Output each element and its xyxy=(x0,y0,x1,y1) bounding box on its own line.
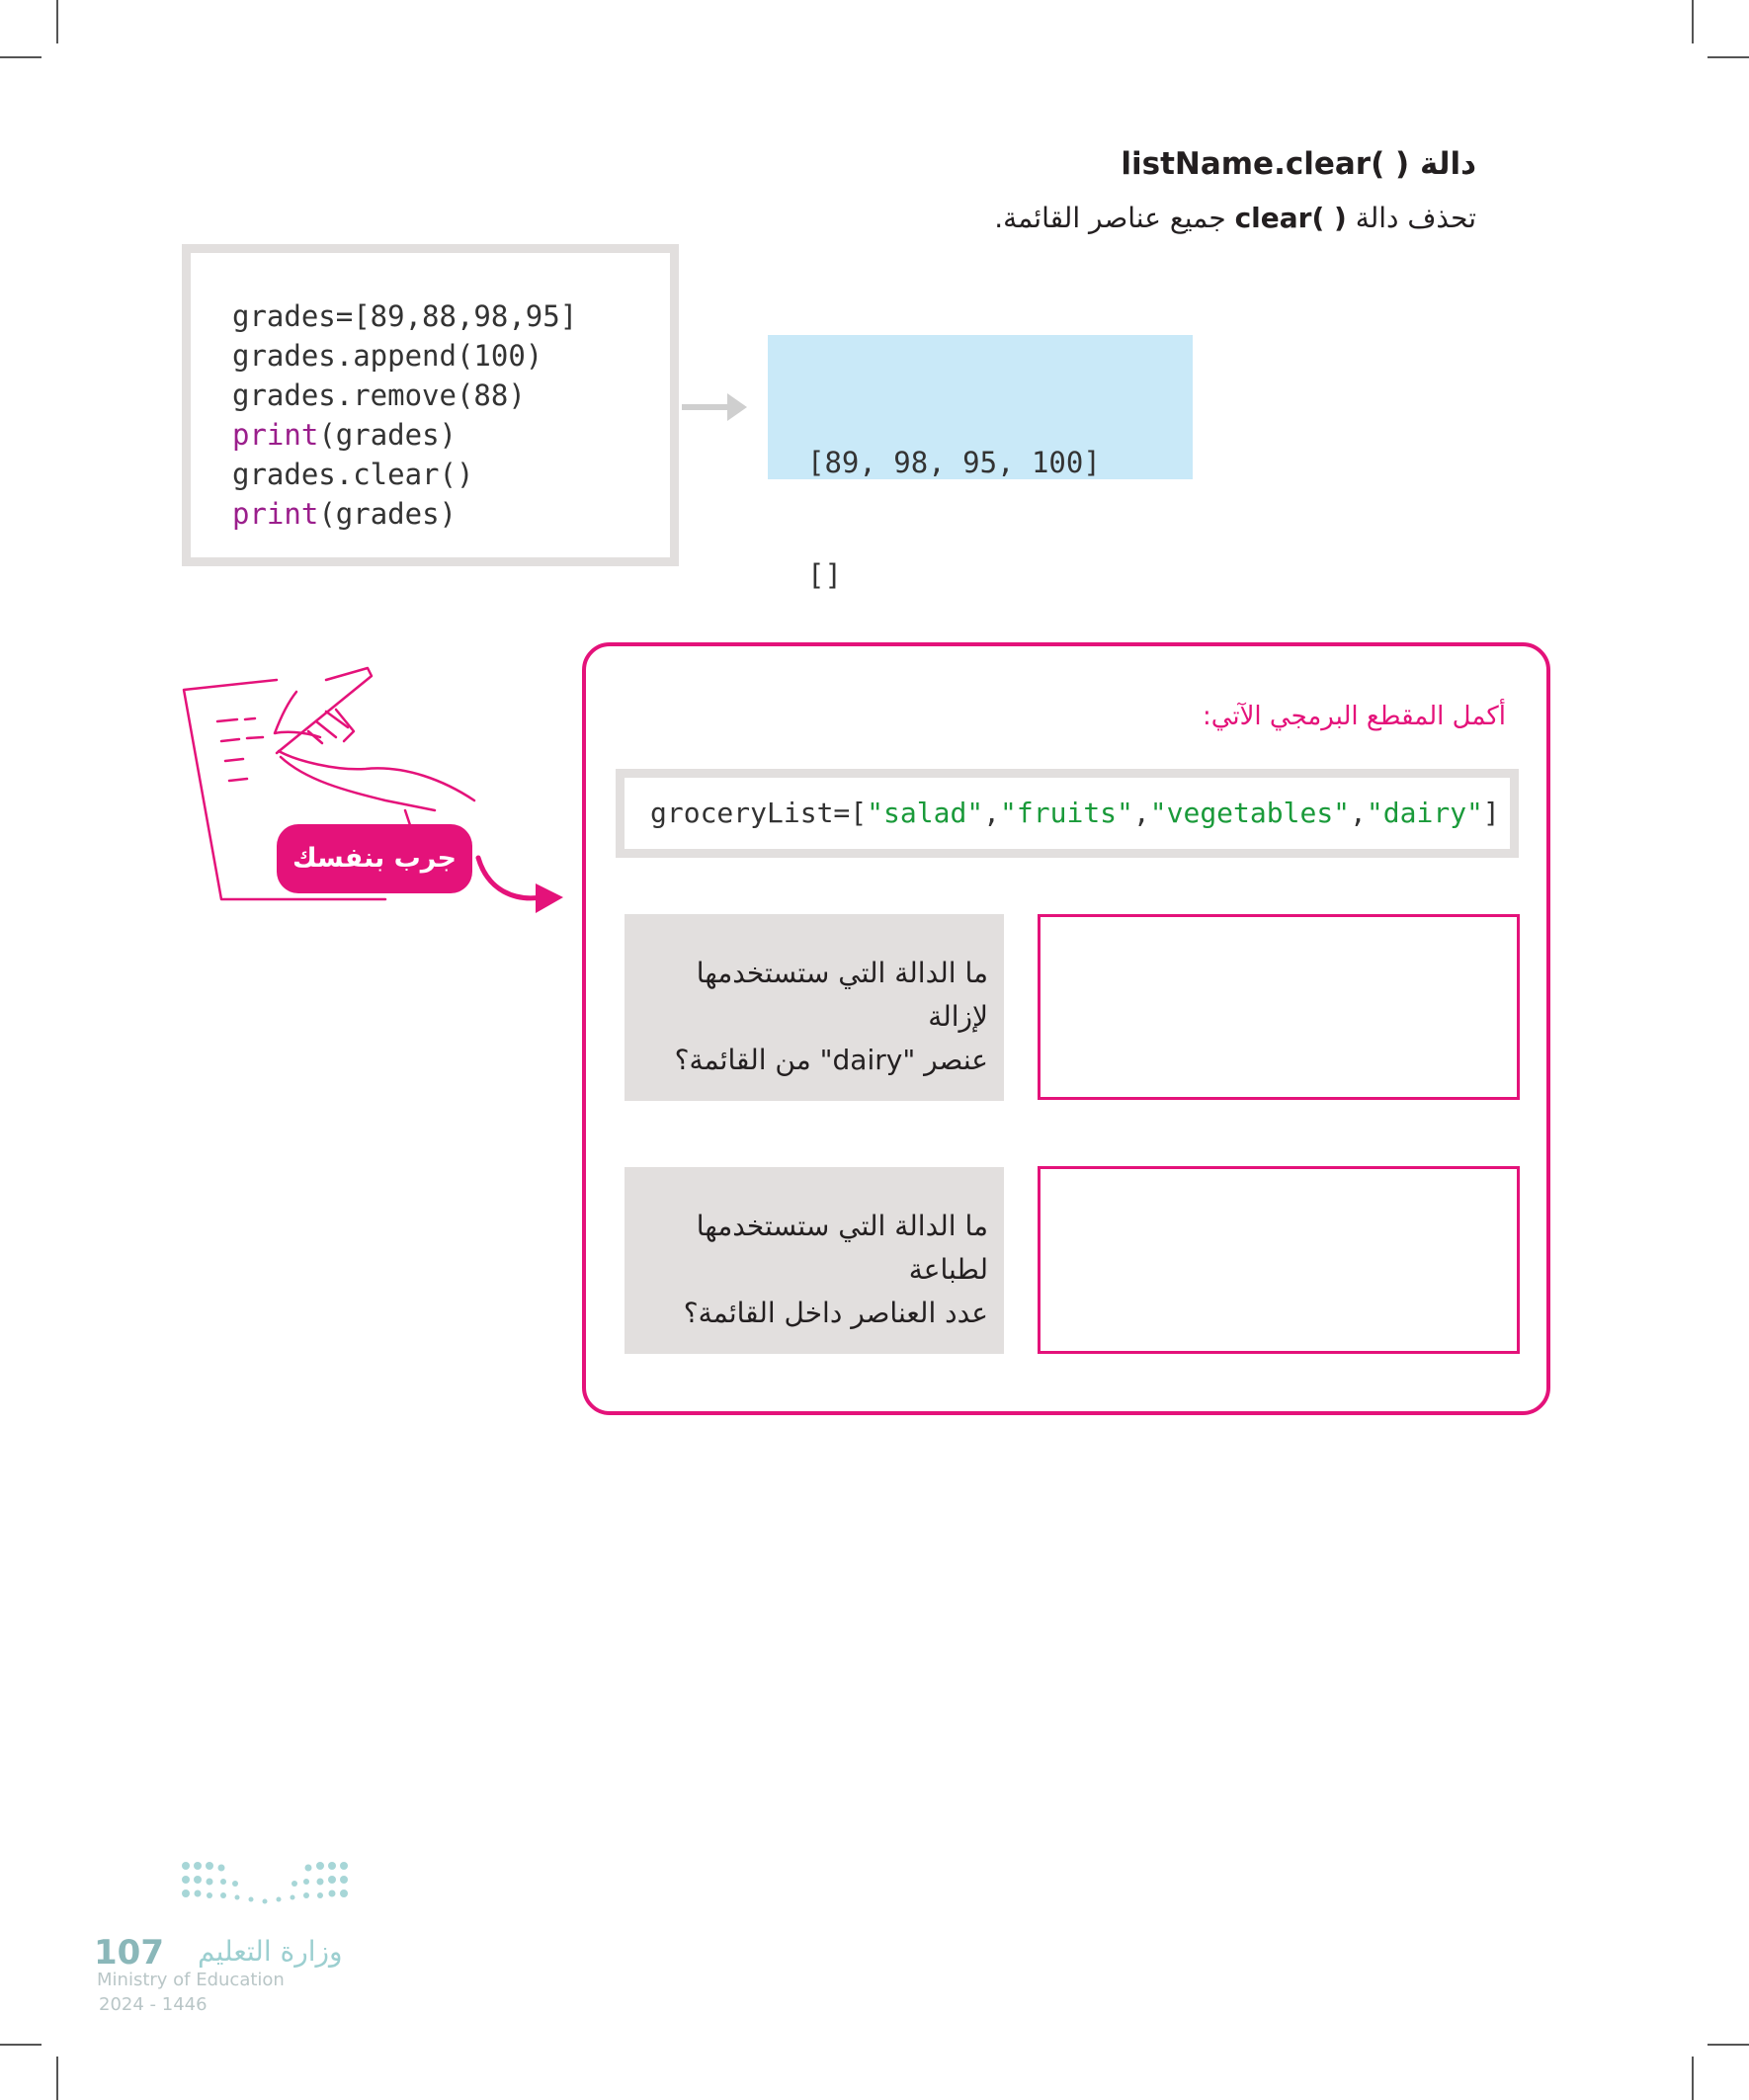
ministry-name-en: Ministry of Education xyxy=(97,1970,285,1990)
section-title xyxy=(1121,146,1476,182)
page-number: 107 xyxy=(94,1933,164,1973)
code-line xyxy=(232,296,577,336)
crop-mark xyxy=(0,56,42,58)
code-keyword: print xyxy=(232,497,319,531)
academic-years: 2024 - 1446 xyxy=(99,1994,208,2015)
output-lines xyxy=(807,369,1101,669)
given-code-var: groceryList=[ xyxy=(650,797,868,829)
output-line: [89, 98, 95, 100] xyxy=(807,446,1101,479)
code-example-box xyxy=(182,244,679,566)
crop-mark xyxy=(0,2044,42,2046)
code-text: grades.append(100) xyxy=(232,339,543,373)
try-yourself-badge: جرب بنفسك xyxy=(277,824,472,893)
section-description xyxy=(994,202,1476,234)
crop-mark xyxy=(1692,2057,1694,2100)
code-text: (grades) xyxy=(318,418,457,452)
question-box-1 xyxy=(625,914,1004,1101)
description-function: clear( ) xyxy=(1234,202,1347,234)
arrow-right-icon xyxy=(682,387,747,427)
given-code-sep: , xyxy=(1350,797,1367,829)
description-after: جميع عناصر القائمة. xyxy=(994,202,1226,234)
crop-mark xyxy=(56,0,58,43)
code-line xyxy=(232,494,577,534)
curved-arrow-icon xyxy=(472,852,567,921)
question-2-line1: ما الدالة التي ستستخدمها لطباعة xyxy=(696,1210,988,1286)
given-code-string: "fruits" xyxy=(1000,797,1133,829)
given-code-sep: , xyxy=(1132,797,1150,829)
section-title-function: listName.clear( ) xyxy=(1121,146,1410,182)
answer-box-1[interactable] xyxy=(1038,914,1520,1100)
ministry-logo-icon xyxy=(180,1860,350,1907)
question-1-prefix: عنصر xyxy=(924,1044,988,1076)
given-code-string: "salad" xyxy=(867,797,984,829)
given-code-string: "dairy" xyxy=(1366,797,1483,829)
code-text: (grades) xyxy=(318,497,457,531)
exercise-instruction: أكمل المقطع البرمجي الآتي: xyxy=(1202,702,1506,731)
code-line xyxy=(232,336,577,376)
crop-mark xyxy=(1692,0,1694,43)
output-box xyxy=(768,335,1193,592)
code-text: grades.remove(88) xyxy=(232,378,526,412)
question-1-suffix: من القائمة؟ xyxy=(674,1044,811,1076)
description-before: تحذف دالة xyxy=(1355,202,1476,234)
code-example-lines xyxy=(232,296,577,534)
question-1-code: "dairy" xyxy=(819,1044,916,1076)
given-code-string: "vegetables" xyxy=(1149,797,1351,829)
question-box-2 xyxy=(625,1167,1004,1354)
section-title-prefix: دالة xyxy=(1420,146,1476,182)
ministry-name-ar: وزارة التعليم xyxy=(198,1935,343,1968)
given-code-line xyxy=(650,778,1500,849)
given-code-sep: , xyxy=(983,797,1001,829)
question-2-line2: عدد العناصر داخل القائمة؟ xyxy=(683,1297,988,1329)
code-text: grades=[89,88,98,95] xyxy=(232,299,578,333)
crop-mark xyxy=(1707,2044,1749,2046)
code-line xyxy=(232,455,577,494)
question-1-line1: ما الدالة التي ستستخدمها لإزالة xyxy=(696,957,988,1033)
answer-box-2[interactable] xyxy=(1038,1166,1520,1354)
crop-mark xyxy=(1707,56,1749,58)
given-code-box xyxy=(616,769,1519,858)
code-text: grades.clear() xyxy=(232,458,474,491)
code-keyword: print xyxy=(232,418,319,452)
question-1-line2 xyxy=(640,1039,988,1082)
code-line xyxy=(232,376,577,415)
given-code-close: ] xyxy=(1482,797,1500,829)
code-line xyxy=(232,415,577,455)
output-line: [] xyxy=(807,558,842,592)
crop-mark xyxy=(56,2057,58,2100)
